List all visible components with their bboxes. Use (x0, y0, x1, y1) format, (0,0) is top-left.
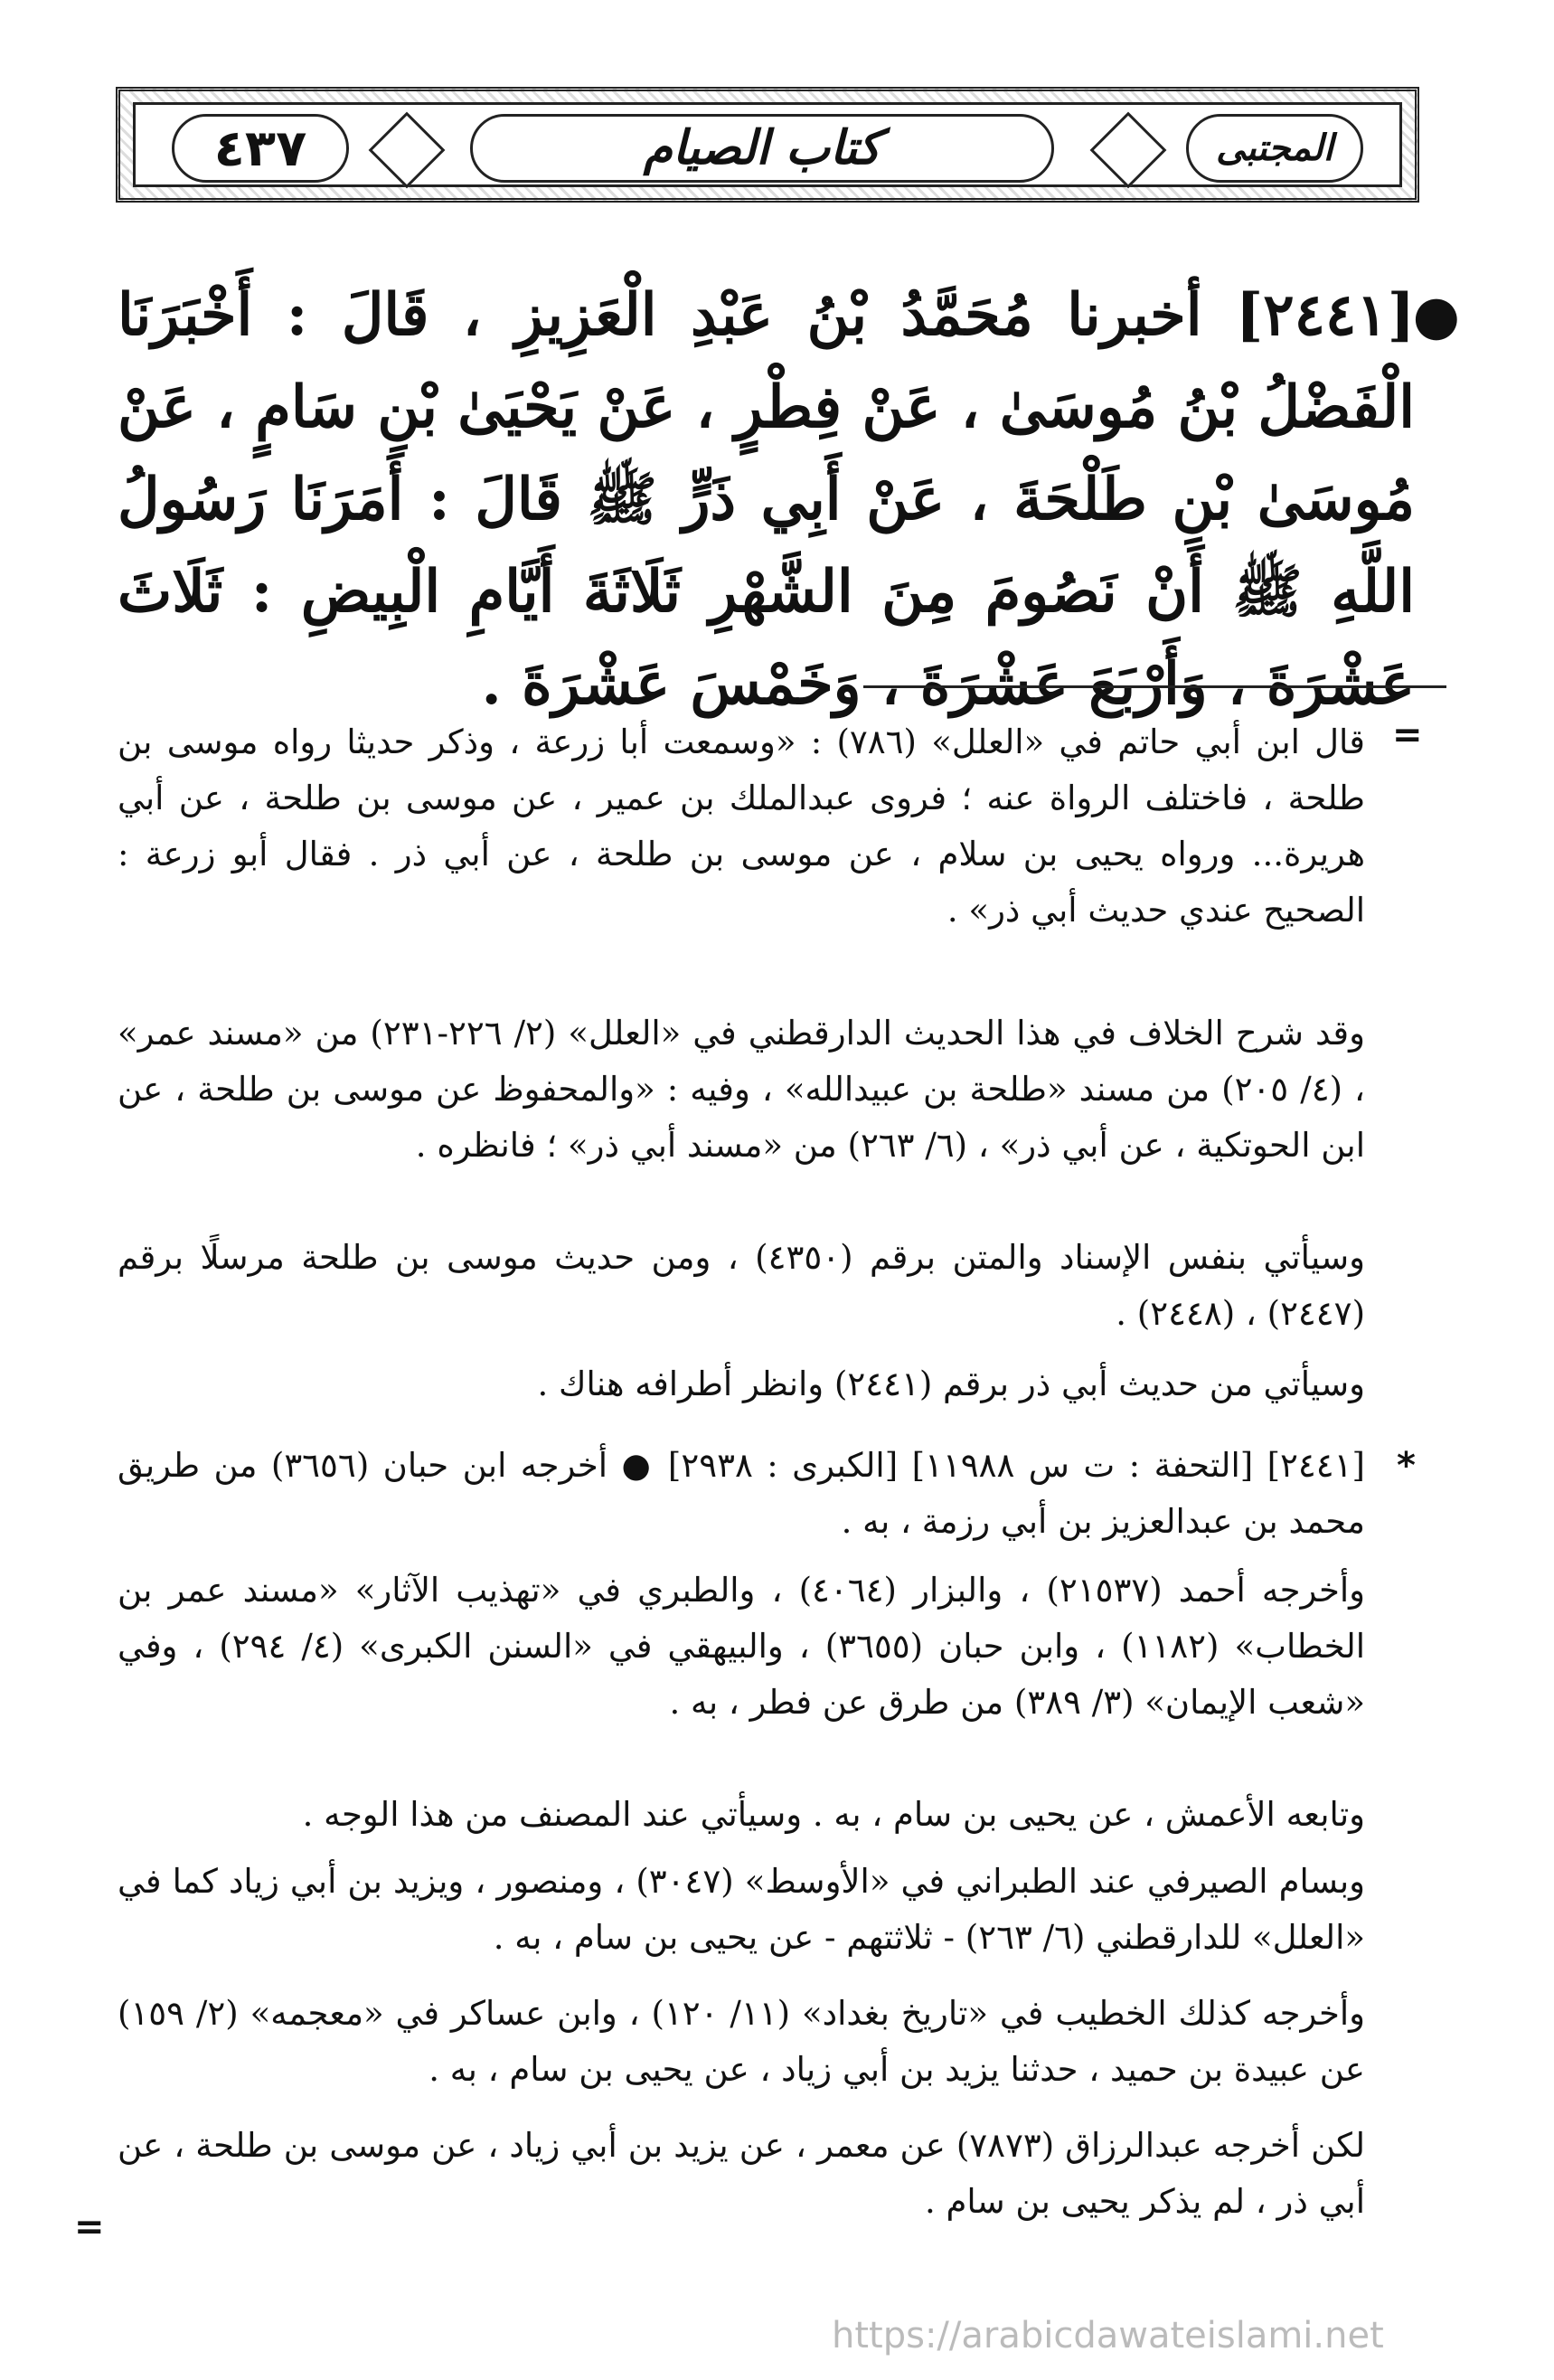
star-marker: * (1397, 1445, 1416, 1487)
footnote-paragraph-1: قال ابن أبي حاتم في «العلل» (٧٨٦) : «وسمعت أبا زرعة ، وذكر حديثا رواه موسى بن طلحة ، فاختلف الرواة عنه ؛ فروى عبدالملك بن عمير ، عن موسى بن طلحة ، عن أبي هريرة... ورواه يحيى بن سلام ، عن موسى بن طلحة ، عن أبي ذر . فقال أبو زرعة : الصحيح عندي حديث أبي ذر» . (118, 722, 1365, 930)
takhrij-paragraph-4: وبسام الصيرفي عند الطبراني في «الأوسط» (٣٠٤٧) ، ومنصور ، ويزيد بن أبي زياد كما في «العلل» للدارقطني (٦/ ٢٦٣) - ثلاثتهم - عن يحيى بن سام ، به . (118, 1862, 1366, 1957)
footnote-paragraph-4: وسيأتي من حديث أبي ذر برقم (٢٤٤١) وانظر أطرافه هناك . (537, 1365, 1365, 1403)
series-logo: المجتبى (1186, 114, 1363, 183)
takhrij-paragraph-2: وأخرجه أحمد (٢١٥٣٧) ، والبزار (٤٠٦٤) ، والطبري في «تهذيب الآثار» «مسند عمر بن الخطاب» (١١٨٢) ، وابن حبان (٣٦٥٥) ، والبيهقي في «السنن الكبرى» (٤/ ٢٩٤) ، وفي «شعب الإيمان» (٣/ ٣٨٩) من طرق عن فطر ، به . (118, 1571, 1366, 1722)
page-header (116, 87, 1419, 203)
hadith-text-block (118, 269, 1460, 731)
bullet-icon: ● (1412, 284, 1460, 347)
left-ornament-icon (369, 112, 446, 189)
takhrij-paragraph-6: لكن أخرجه عبدالرزاق (٧٨٧٣) عن معمر ، عن يزيد بن أبي زياد ، عن موسى بن طلحة ، عن أبي ذر ، لم يذكر يحيى بن سام . (118, 2126, 1365, 2221)
dash-marker: = (1392, 714, 1423, 756)
footnote-separator (863, 685, 1446, 688)
page-number: ٤٣٧ (172, 114, 349, 183)
header-inner-frame (133, 102, 1402, 187)
section-title: كتاب الصيام (470, 114, 1054, 183)
footnote-paragraph-3: وسيأتي بنفس الإسناد والمتن برقم (٤٣٥٠) ، ومن حديث موسى بن طلحة مرسلًا برقم (٢٤٤٧) ، (٢٤٤٨) . (118, 1238, 1365, 1333)
bottom-dash-marker: = (74, 2206, 105, 2248)
watermark-url: https://arabicdawateislami.net (832, 2315, 1384, 2356)
takhrij-paragraph-5: وأخرجه كذلك الخطيب في «تاريخ بغداد» (١١/ ١٢٠) ، وابن عساكر في «معجمه» (٢/ ١٥٩) عن عبيدة بن حميد ، حدثنا يزيد بن أبي زياد ، عن يحيى بن سام ، به . (118, 1994, 1365, 2089)
footnote-paragraph-2: وقد شرح الخلاف في هذا الحديث الدارقطني في «العلل» (٢/ ٢٢٦-٢٣١) من «مسند عمر» ، (٤/ ٢٠٥) من مسند «طلحة بن عبيدالله» ، وفيه : «والمحفوظ عن موسى بن طلحة ، عن ابن الحوتكية ، عن أبي ذر» ، (٦/ ٢٦٣) من «مسند أبي ذر» ؛ فانظره . (118, 1014, 1365, 1165)
right-ornament-icon (1090, 112, 1167, 189)
hadith-text: [٢٤٤١] أخبرنا مُحَمَّدُ بْنُ عَبْدِ الْعَزِيزِ ، قَالَ : أَخْبَرَنَا الْفَضْلُ بْنُ مُوسَىٰ ، عَنْ فِطْرٍ ، عَنْ يَحْيَىٰ بْنِ سَامٍ ، عَنْ مُوسَىٰ بْنِ طَلْحَةَ ، عَنْ أَبِي ذَرٍّ ﷺ قَالَ : أَمَرَنَا رَسُولُ اللَّهِ ﷺ أَنْ نَصُومَ مِنَ الشَّهْرِ ثَلَاثَةَ أَيَّامِ الْبِيضِ : ثَلَاثَ عَشْرَةَ ، وَأَرْبَعَ عَشْرَةَ ، وَخَمْسَ عَشْرَةَ . (118, 281, 1415, 718)
takhrij-paragraph-3: وتابعه الأعمش ، عن يحيى بن سام ، به . وسيأتي عند المصنف من هذا الوجه . (302, 1795, 1365, 1834)
takhrij-paragraph-1: [٢٤٤١] [التحفة : ت س ١١٩٨٨] [الكبرى : ٢٩٣٨] ● أخرجه ابن حبان (٣٦٥٦) من طريق محمد بن عبدالعزيز بن أبي رزمة ، به . (118, 1446, 1365, 1541)
